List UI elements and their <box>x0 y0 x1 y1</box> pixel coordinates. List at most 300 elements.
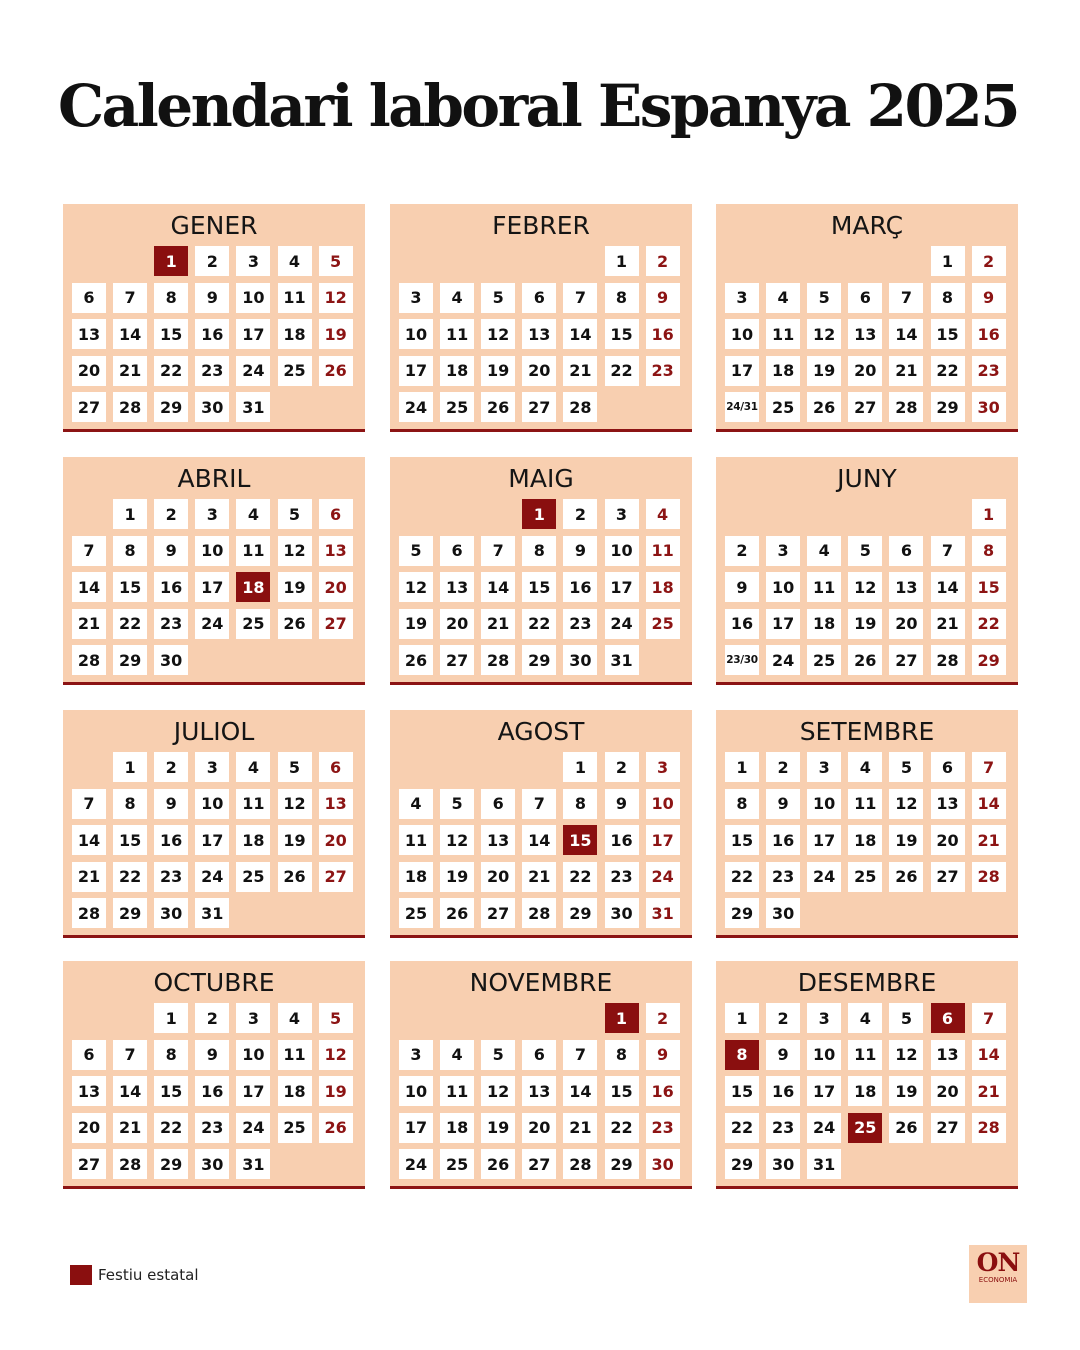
day-cell: 16 <box>766 825 800 855</box>
day-cell: 9 <box>195 283 229 313</box>
day-cell: 9 <box>646 1040 680 1070</box>
day-cell: 16 <box>195 319 229 349</box>
day-cell: 24 <box>195 862 229 892</box>
day-cell: 16 <box>154 572 188 602</box>
day-cell: 20 <box>72 1113 106 1143</box>
day-cell: 29 <box>154 1149 188 1179</box>
day-cell: 11 <box>646 536 680 566</box>
month-panel <box>716 204 1018 432</box>
day-cell: 10 <box>399 319 433 349</box>
day-cell: 10 <box>646 789 680 819</box>
day-cell: 28 <box>113 1149 147 1179</box>
day-cell: 23 <box>605 862 639 892</box>
day-cell: 7 <box>522 789 556 819</box>
day-cell: 26 <box>807 392 841 422</box>
day-cell: 20 <box>72 356 106 386</box>
day-cell: 27 <box>931 862 965 892</box>
day-cell: 6 <box>72 283 106 313</box>
day-cell: 31 <box>807 1149 841 1179</box>
day-cell: 12 <box>278 536 312 566</box>
day-cell: 20 <box>319 825 353 855</box>
day-cell: 25 <box>278 356 312 386</box>
day-cell: 20 <box>931 825 965 855</box>
day-cell: 17 <box>766 609 800 639</box>
day-cell: 29 <box>725 898 759 928</box>
day-cell: 12 <box>889 1040 923 1070</box>
day-cell: 9 <box>563 536 597 566</box>
day-cell: 5 <box>440 789 474 819</box>
day-cell: 15 <box>725 1076 759 1106</box>
day-cell: 30 <box>154 645 188 675</box>
day-cell: 8 <box>522 536 556 566</box>
day-cell: 7 <box>931 536 965 566</box>
month-panel <box>63 457 365 685</box>
day-cell: 20 <box>522 1113 556 1143</box>
day-cell: 7 <box>72 789 106 819</box>
day-cell: 27 <box>72 1149 106 1179</box>
day-cell: 23/30 <box>725 645 759 675</box>
day-cell: 17 <box>646 825 680 855</box>
day-cell: 2 <box>725 536 759 566</box>
day-cell: 18 <box>236 825 270 855</box>
month-panel <box>390 710 692 938</box>
day-cell: 7 <box>563 1040 597 1070</box>
day-cell: 17 <box>399 356 433 386</box>
day-cell: 13 <box>889 572 923 602</box>
day-cell: 2 <box>972 246 1006 276</box>
month-panel <box>390 457 692 685</box>
day-cell: 8 <box>605 283 639 313</box>
day-cell: 13 <box>440 572 474 602</box>
day-cell: 6 <box>481 789 515 819</box>
day-cell: 14 <box>481 572 515 602</box>
month-name: OCTUBRE <box>153 968 275 997</box>
day-cell: 20 <box>931 1076 965 1106</box>
day-cell: 15 <box>972 572 1006 602</box>
day-cell: 4 <box>807 536 841 566</box>
day-cell: 29 <box>113 898 147 928</box>
day-cell: 4 <box>278 246 312 276</box>
day-cell: 10 <box>236 283 270 313</box>
day-cell: 28 <box>72 645 106 675</box>
day-cell: 6 <box>889 536 923 566</box>
day-cell: 16 <box>766 1076 800 1106</box>
day-cell: 24 <box>195 609 229 639</box>
day-cell: 17 <box>236 319 270 349</box>
day-cell: 6 <box>931 752 965 782</box>
day-cell: 16 <box>605 825 639 855</box>
day-cell: 29 <box>522 645 556 675</box>
day-cell: 6 <box>440 536 474 566</box>
day-cell: 12 <box>319 1040 353 1070</box>
day-cell: 18 <box>766 356 800 386</box>
day-cell: 22 <box>605 356 639 386</box>
day-cell: 29 <box>563 898 597 928</box>
month-panel <box>390 204 692 432</box>
on-economia-logo <box>969 1245 1027 1303</box>
day-cell: 18 <box>440 356 474 386</box>
day-cell: 22 <box>725 1113 759 1143</box>
day-cell: 2 <box>195 1003 229 1033</box>
month-name: NOVEMBRE <box>469 968 613 997</box>
day-cell: 13 <box>848 319 882 349</box>
day-cell: 3 <box>399 1040 433 1070</box>
day-cell: 7 <box>481 536 515 566</box>
day-cell: 17 <box>725 356 759 386</box>
day-cell: 15 <box>113 572 147 602</box>
month-panel <box>716 710 1018 938</box>
month-name: ABRIL <box>177 464 251 493</box>
day-cell: 9 <box>154 536 188 566</box>
day-cell: 28 <box>972 1113 1006 1143</box>
day-cell: 8 <box>563 789 597 819</box>
day-cell: 27 <box>72 392 106 422</box>
day-cell: 4 <box>766 283 800 313</box>
day-cell: 5 <box>848 536 882 566</box>
day-cell: 3 <box>725 283 759 313</box>
day-cell: 14 <box>522 825 556 855</box>
day-cell: 12 <box>278 789 312 819</box>
day-cell: 9 <box>195 1040 229 1070</box>
day-cell: 18 <box>807 609 841 639</box>
day-cell: 4 <box>848 1003 882 1033</box>
day-cell: 19 <box>889 1076 923 1106</box>
day-cell: 25 <box>440 392 474 422</box>
day-cell: 11 <box>236 536 270 566</box>
day-cell: 10 <box>766 572 800 602</box>
day-cell: 8 <box>113 789 147 819</box>
day-cell: 19 <box>278 572 312 602</box>
day-cell: 27 <box>481 898 515 928</box>
day-cell: 2 <box>195 246 229 276</box>
day-cell: 25 <box>236 609 270 639</box>
day-cell: 27 <box>522 1149 556 1179</box>
day-cell: 27 <box>319 862 353 892</box>
day-cell: 22 <box>113 609 147 639</box>
day-cell: 30 <box>154 898 188 928</box>
day-cell: 19 <box>399 609 433 639</box>
month-name: JUNY <box>837 464 897 493</box>
day-cell: 5 <box>278 752 312 782</box>
day-cell: 9 <box>725 572 759 602</box>
day-cell: 5 <box>319 1003 353 1033</box>
day-cell: 5 <box>481 283 515 313</box>
month-name: AGOST <box>497 717 585 746</box>
page-title: Calendari laboral Espanya 2025 <box>58 72 1019 140</box>
day-cell: 16 <box>646 319 680 349</box>
day-cell: 8 <box>605 1040 639 1070</box>
day-cell: 14 <box>931 572 965 602</box>
day-cell: 14 <box>972 1040 1006 1070</box>
day-cell: 13 <box>319 789 353 819</box>
day-cell: 3 <box>195 499 229 529</box>
day-cell: 30 <box>563 645 597 675</box>
day-cell: 19 <box>889 825 923 855</box>
day-cell: 3 <box>766 536 800 566</box>
day-cell: 11 <box>807 572 841 602</box>
day-cell: 15 <box>725 825 759 855</box>
day-cell: 6 <box>319 499 353 529</box>
month-name: GENER <box>170 211 258 240</box>
day-cell: 7 <box>563 283 597 313</box>
day-cell: 22 <box>931 356 965 386</box>
day-cell: 17 <box>195 825 229 855</box>
day-cell: 10 <box>807 789 841 819</box>
day-cell: 16 <box>563 572 597 602</box>
day-cell: 12 <box>481 319 515 349</box>
day-cell: 21 <box>72 609 106 639</box>
day-cell: 21 <box>522 862 556 892</box>
day-cell: 19 <box>319 319 353 349</box>
day-cell: 26 <box>319 1113 353 1143</box>
day-cell: 5 <box>319 246 353 276</box>
day-cell: 5 <box>278 499 312 529</box>
day-cell: 20 <box>319 572 353 602</box>
day-cell: 21 <box>113 1113 147 1143</box>
day-cell: 13 <box>522 1076 556 1106</box>
day-cell: 9 <box>972 283 1006 313</box>
day-cell: 1 <box>605 1003 639 1033</box>
day-cell: 10 <box>605 536 639 566</box>
day-cell: 17 <box>195 572 229 602</box>
month-name: FEBRER <box>492 211 590 240</box>
day-cell: 16 <box>195 1076 229 1106</box>
day-cell: 10 <box>236 1040 270 1070</box>
day-cell: 24 <box>646 862 680 892</box>
day-cell: 11 <box>848 789 882 819</box>
day-cell: 7 <box>972 752 1006 782</box>
day-cell: 24 <box>399 1149 433 1179</box>
day-cell: 13 <box>72 319 106 349</box>
day-cell: 7 <box>72 536 106 566</box>
day-cell: 13 <box>522 319 556 349</box>
day-cell: 1 <box>725 752 759 782</box>
day-cell: 19 <box>848 609 882 639</box>
day-cell: 8 <box>931 283 965 313</box>
day-cell: 15 <box>154 319 188 349</box>
day-cell: 26 <box>889 862 923 892</box>
day-cell: 13 <box>931 789 965 819</box>
day-cell: 14 <box>72 572 106 602</box>
day-cell: 14 <box>972 789 1006 819</box>
day-cell: 28 <box>931 645 965 675</box>
day-cell: 7 <box>972 1003 1006 1033</box>
day-cell: 6 <box>931 1003 965 1033</box>
day-cell: 5 <box>889 1003 923 1033</box>
day-cell: 21 <box>563 1113 597 1143</box>
day-cell: 22 <box>522 609 556 639</box>
day-cell: 25 <box>399 898 433 928</box>
day-cell: 21 <box>563 356 597 386</box>
day-cell: 16 <box>646 1076 680 1106</box>
day-cell: 3 <box>236 246 270 276</box>
day-cell: 14 <box>889 319 923 349</box>
day-cell: 8 <box>154 283 188 313</box>
day-cell: 9 <box>605 789 639 819</box>
day-cell: 31 <box>605 645 639 675</box>
day-cell: 31 <box>646 898 680 928</box>
day-cell: 20 <box>440 609 474 639</box>
day-cell: 27 <box>931 1113 965 1143</box>
day-cell: 28 <box>889 392 923 422</box>
day-cell: 19 <box>319 1076 353 1106</box>
day-cell: 3 <box>236 1003 270 1033</box>
day-cell: 16 <box>972 319 1006 349</box>
day-cell: 12 <box>889 789 923 819</box>
day-cell: 25 <box>848 862 882 892</box>
day-cell: 26 <box>481 1149 515 1179</box>
day-cell: 21 <box>72 862 106 892</box>
day-cell: 1 <box>972 499 1006 529</box>
day-cell: 15 <box>931 319 965 349</box>
day-cell: 28 <box>972 862 1006 892</box>
day-cell: 17 <box>807 825 841 855</box>
day-cell: 1 <box>154 246 188 276</box>
day-cell: 19 <box>440 862 474 892</box>
day-cell: 12 <box>807 319 841 349</box>
day-cell: 30 <box>972 392 1006 422</box>
day-cell: 11 <box>766 319 800 349</box>
day-cell: 14 <box>72 825 106 855</box>
day-cell: 16 <box>154 825 188 855</box>
day-cell: 3 <box>807 752 841 782</box>
day-cell: 10 <box>399 1076 433 1106</box>
day-cell: 22 <box>605 1113 639 1143</box>
day-cell: 3 <box>646 752 680 782</box>
day-cell: 26 <box>481 392 515 422</box>
day-cell: 21 <box>889 356 923 386</box>
day-cell: 11 <box>278 283 312 313</box>
day-cell: 20 <box>848 356 882 386</box>
day-cell: 29 <box>725 1149 759 1179</box>
day-cell: 1 <box>522 499 556 529</box>
day-cell: 9 <box>646 283 680 313</box>
day-cell: 2 <box>646 246 680 276</box>
day-cell: 23 <box>646 1113 680 1143</box>
day-cell: 23 <box>646 356 680 386</box>
day-cell: 20 <box>522 356 556 386</box>
day-cell: 22 <box>725 862 759 892</box>
day-cell: 4 <box>646 499 680 529</box>
day-cell: 10 <box>725 319 759 349</box>
day-cell: 28 <box>72 898 106 928</box>
day-cell: 2 <box>154 499 188 529</box>
day-cell: 18 <box>236 572 270 602</box>
day-cell: 21 <box>972 1076 1006 1106</box>
day-cell: 23 <box>195 1113 229 1143</box>
day-cell: 8 <box>972 536 1006 566</box>
day-cell: 7 <box>113 283 147 313</box>
day-cell: 26 <box>278 862 312 892</box>
day-cell: 18 <box>278 1076 312 1106</box>
logo-text: ON <box>976 1248 1020 1277</box>
day-cell: 14 <box>113 319 147 349</box>
day-cell: 3 <box>605 499 639 529</box>
day-cell: 13 <box>481 825 515 855</box>
day-cell: 15 <box>605 319 639 349</box>
day-cell: 23 <box>972 356 1006 386</box>
day-cell: 30 <box>605 898 639 928</box>
day-cell: 18 <box>646 572 680 602</box>
day-cell: 31 <box>195 898 229 928</box>
day-cell: 11 <box>236 789 270 819</box>
day-cell: 8 <box>725 789 759 819</box>
day-cell: 15 <box>605 1076 639 1106</box>
day-cell: 25 <box>807 645 841 675</box>
day-cell: 6 <box>522 283 556 313</box>
day-cell: 30 <box>195 1149 229 1179</box>
day-cell: 7 <box>113 1040 147 1070</box>
logo-subtext: ECONOMIA <box>978 1276 1018 1284</box>
day-cell: 10 <box>807 1040 841 1070</box>
day-cell: 21 <box>113 356 147 386</box>
day-cell: 17 <box>399 1113 433 1143</box>
day-cell: 25 <box>278 1113 312 1143</box>
day-cell: 26 <box>399 645 433 675</box>
day-cell: 23 <box>154 862 188 892</box>
day-cell: 26 <box>440 898 474 928</box>
day-cell: 29 <box>113 645 147 675</box>
month-name: JULIOL <box>173 717 255 746</box>
day-cell: 8 <box>113 536 147 566</box>
day-cell: 21 <box>481 609 515 639</box>
day-cell: 12 <box>481 1076 515 1106</box>
day-cell: 29 <box>605 1149 639 1179</box>
day-cell: 14 <box>563 1076 597 1106</box>
day-cell: 18 <box>278 319 312 349</box>
day-cell: 11 <box>399 825 433 855</box>
day-cell: 27 <box>889 645 923 675</box>
day-cell: 4 <box>236 752 270 782</box>
day-cell: 8 <box>154 1040 188 1070</box>
day-cell: 23 <box>154 609 188 639</box>
day-cell: 28 <box>481 645 515 675</box>
day-cell: 12 <box>848 572 882 602</box>
day-cell: 2 <box>766 752 800 782</box>
day-cell: 26 <box>889 1113 923 1143</box>
day-cell: 15 <box>522 572 556 602</box>
day-cell: 6 <box>848 283 882 313</box>
day-cell: 14 <box>563 319 597 349</box>
day-cell: 26 <box>319 356 353 386</box>
day-cell: 19 <box>278 825 312 855</box>
month-panel <box>63 204 365 432</box>
month-name: MARÇ <box>830 211 904 240</box>
day-cell: 4 <box>440 1040 474 1070</box>
month-panel <box>63 961 365 1189</box>
day-cell: 5 <box>807 283 841 313</box>
day-cell: 2 <box>766 1003 800 1033</box>
day-cell: 13 <box>931 1040 965 1070</box>
day-cell: 30 <box>766 1149 800 1179</box>
month-name: SETEMBRE <box>799 717 935 746</box>
day-cell: 24 <box>236 1113 270 1143</box>
day-cell: 4 <box>440 283 474 313</box>
day-cell: 24 <box>766 645 800 675</box>
day-cell: 14 <box>113 1076 147 1106</box>
day-cell: 4 <box>848 752 882 782</box>
day-cell: 4 <box>278 1003 312 1033</box>
day-cell: 28 <box>563 392 597 422</box>
day-cell: 11 <box>848 1040 882 1070</box>
day-cell: 19 <box>481 1113 515 1143</box>
day-cell: 1 <box>113 752 147 782</box>
day-cell: 18 <box>399 862 433 892</box>
day-cell: 15 <box>113 825 147 855</box>
day-cell: 1 <box>725 1003 759 1033</box>
day-cell: 6 <box>522 1040 556 1070</box>
day-cell: 3 <box>399 283 433 313</box>
